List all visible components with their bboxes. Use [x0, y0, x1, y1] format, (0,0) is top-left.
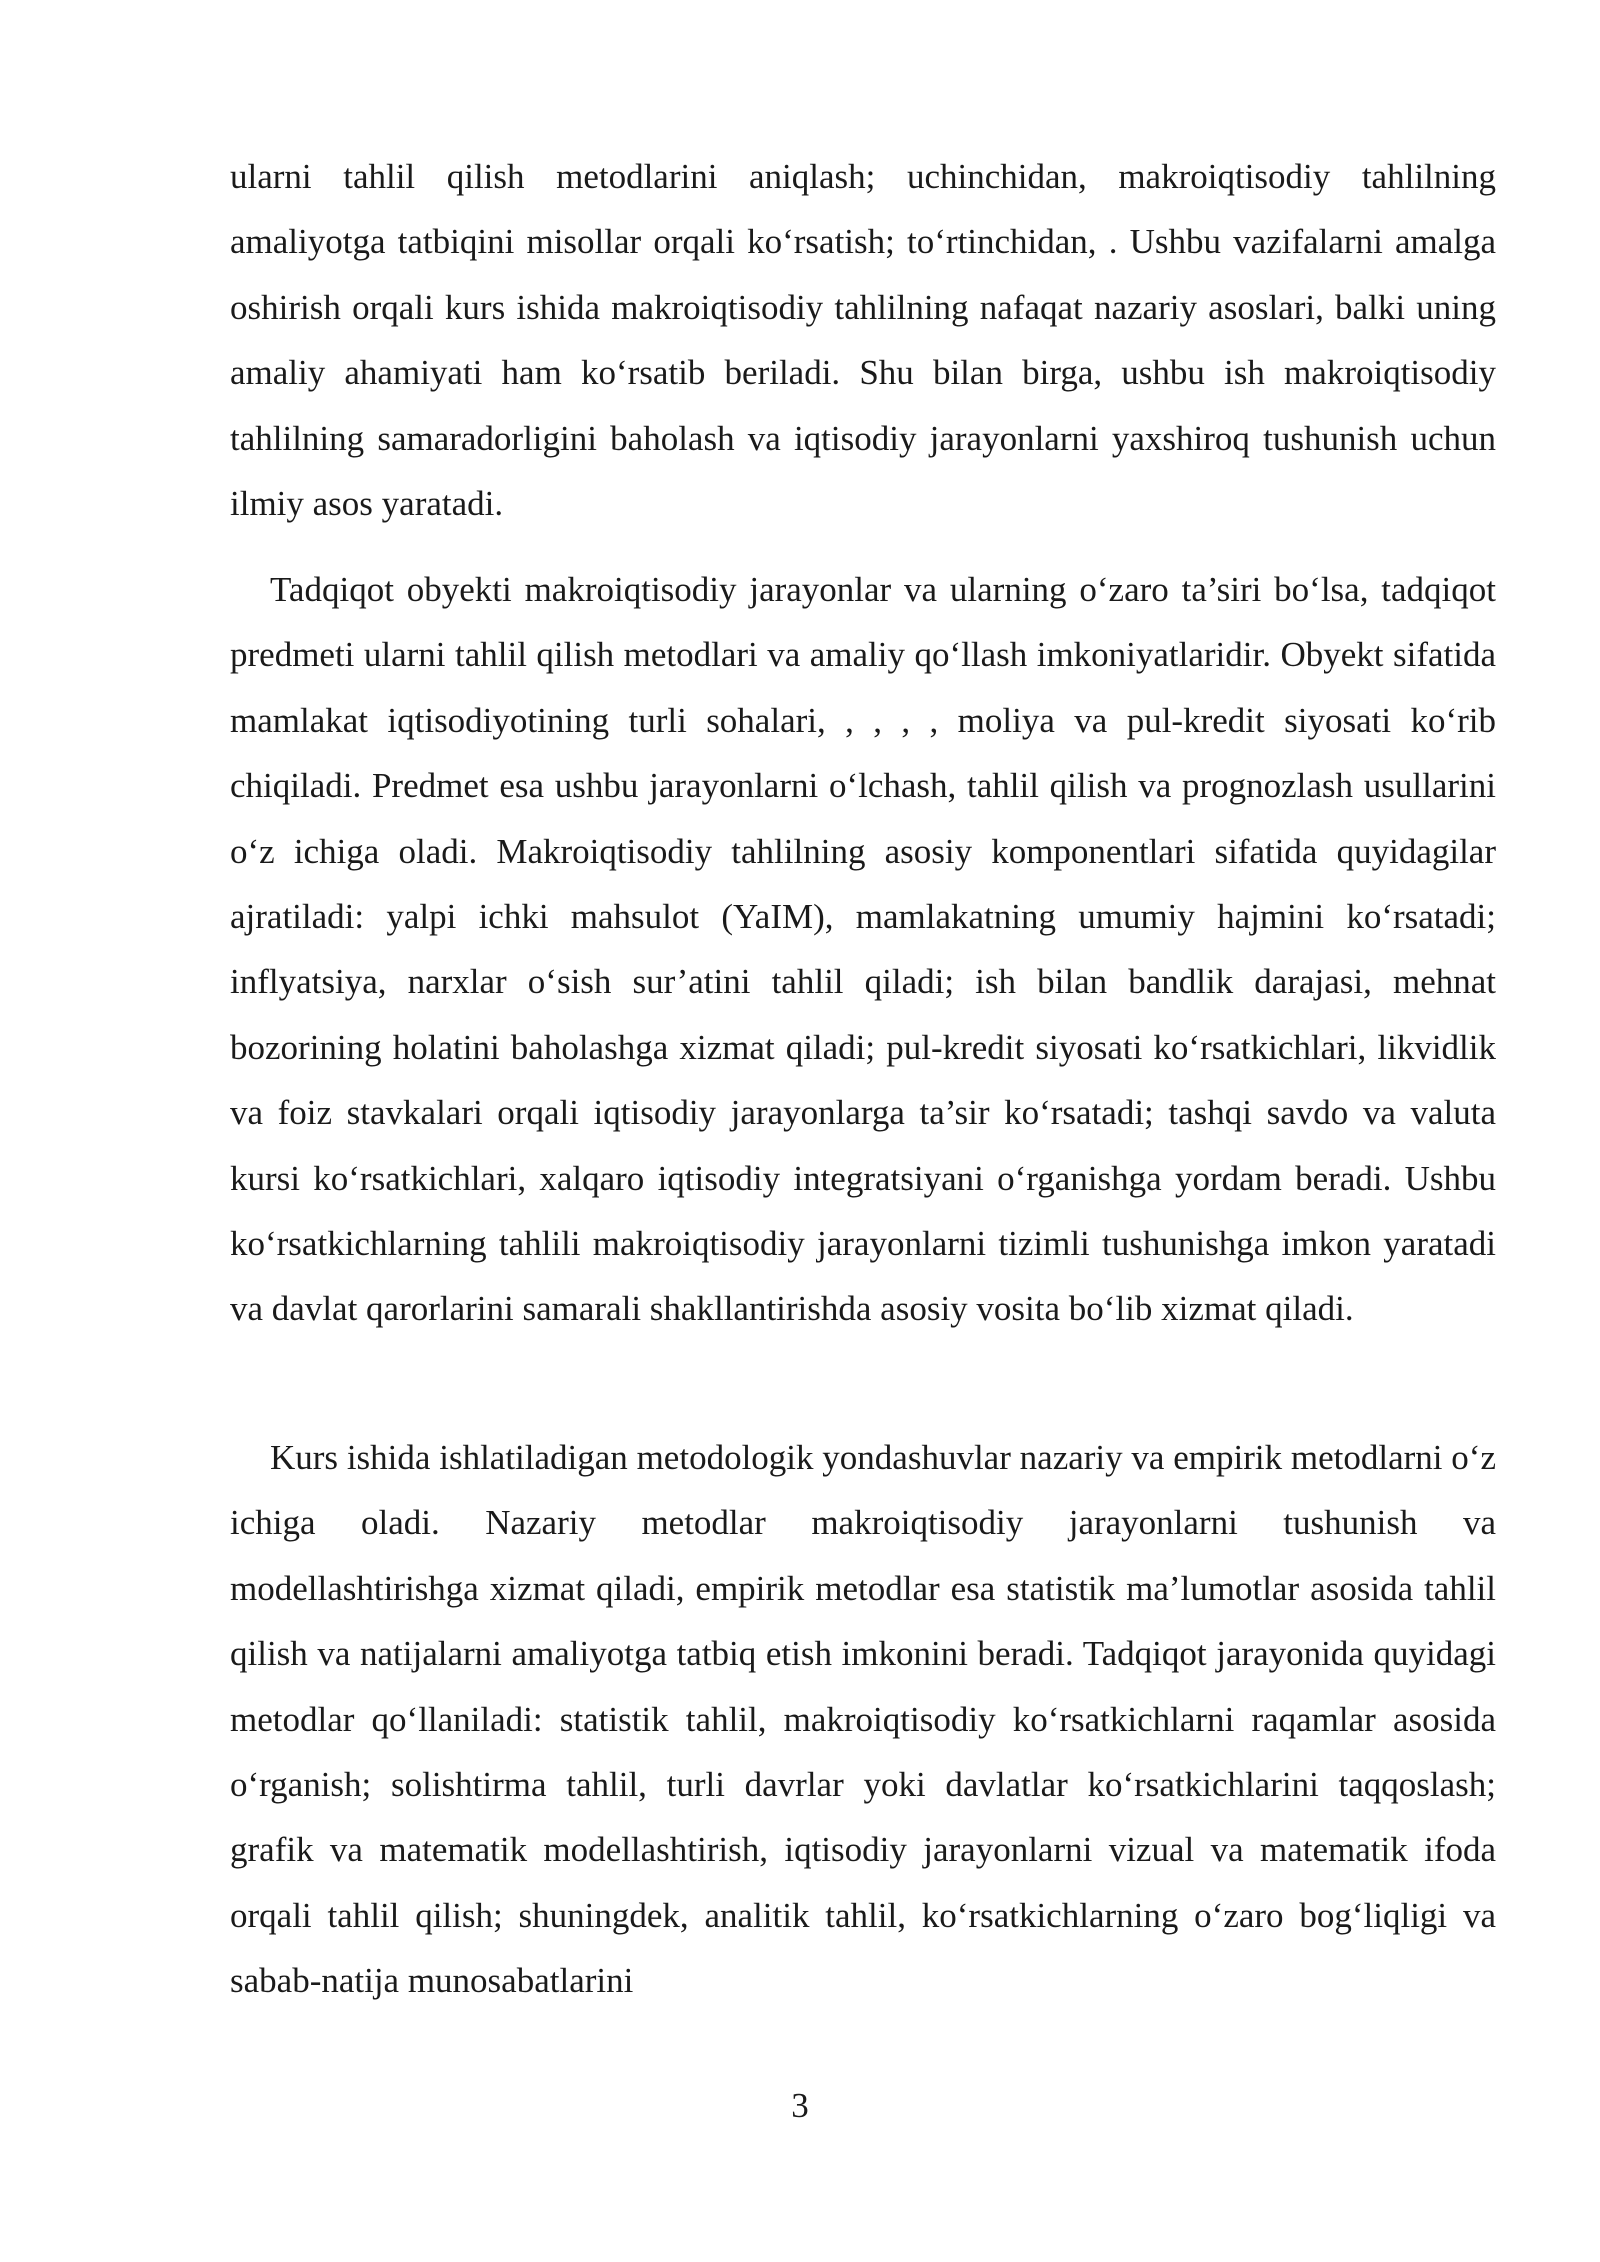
paragraph-2: Tadqiqot obyekti makroiqtisodiy jarayonlar va ularning o‘zaro ta’siri bo‘lsa, tadqiqot predmeti ularni tahlil qilish metodlari va amaliy qo‘llash imkoniyatlaridir. Obyekt sifatida mamlakat iqtisodiyotining turli sohalari, , , , , moliya va pul-kredit siyosati ko‘rib chiqiladi. Predmet esa ushbu jarayonlarni o‘lchash, tahlil qilish va prognozlash usullarini o‘z ichiga oladi. Makroiqtisodiy tahlilning asosiy komponentlari sifatida quyidagilar ajratiladi: yalpi ichki mahsulot (YaIM), mamlakatning umumiy hajmini ko‘rsatadi; inflyatsiya, narxlar o‘sish sur’atini tahlil qiladi; ish bilan bandlik darajasi, mehnat bozorining holatini baholashga xizmat qiladi; pul-kredit siyosati ko‘rsatkichlari, likvidlik va foiz stavkalari orqali iqtisodiy jarayonlarga ta’sir ko‘rsatadi; tashqi savdo va valuta kursi ko‘rsatkichlari, xalqaro iqtisodiy integratsiyani o‘rganishga yordam beradi. Ushbu ko‘rsatkichlarning tahlili makroiqtisodiy jarayonlarni tizimli tushunishga imkon yaratadi va davlat qarorlarini samarali shakllantirishda asosiy vosita bo‘lib xizmat qiladi.	[230, 570, 1496, 1329]
page-number: 3	[791, 2086, 809, 2125]
paragraph-1: ularni tahlil qilish metodlarini aniqlash; uchinchidan, makroiqtisodiy tahlilning amaliyotga tatbiqini misollar orqali ko‘rsatish; to‘rtinchidan, . Ushbu vazifalarni amalga oshirish orqali kurs ishida makroiqtisodiy tahlilning nafaqat nazariy asoslari, balki uning amaliy ahamiyati ham ko‘rsatib beriladi. Shu bilan birga, ushbu ish makroiqtisodiy tahlilning samaradorligini baholash va iqtisodiy jarayonlarni yaxshiroq tushunish uchun ilmiy asos yaratadi.	[230, 157, 1496, 524]
paragraph-3: Kurs ishida ishlatiladigan metodologik yondashuvlar nazariy va empirik metodlarni o‘z ichiga oladi. Nazariy metodlar makroiqtisodiy jarayonlarni tushunish va modellashtirishga xizmat qiladi, empirik metodlar esa statistik ma’lumotlar asosida tahlil qilish va natijalarni amaliyotga tatbiq etish imkonini beradi. Tadqiqot jarayonida quyidagi metodlar qo‘llaniladi: statistik tahlil, makroiqtisodiy ko‘rsatkichlarni raqamlar asosida o‘rganish; solishtirma tahlil, turli davrlar yoki davlatlar ko‘rsatkichlarini taqqoslash; grafik va matematik modellashtirish, iqtisodiy jarayonlarni vizual va matematik ifoda orqali tahlil qilish; shuningdek, analitik tahlil, ko‘rsatkichlarning o‘zaro bog‘liqligi va sabab-natija munosabatlarini	[230, 1438, 1496, 2001]
